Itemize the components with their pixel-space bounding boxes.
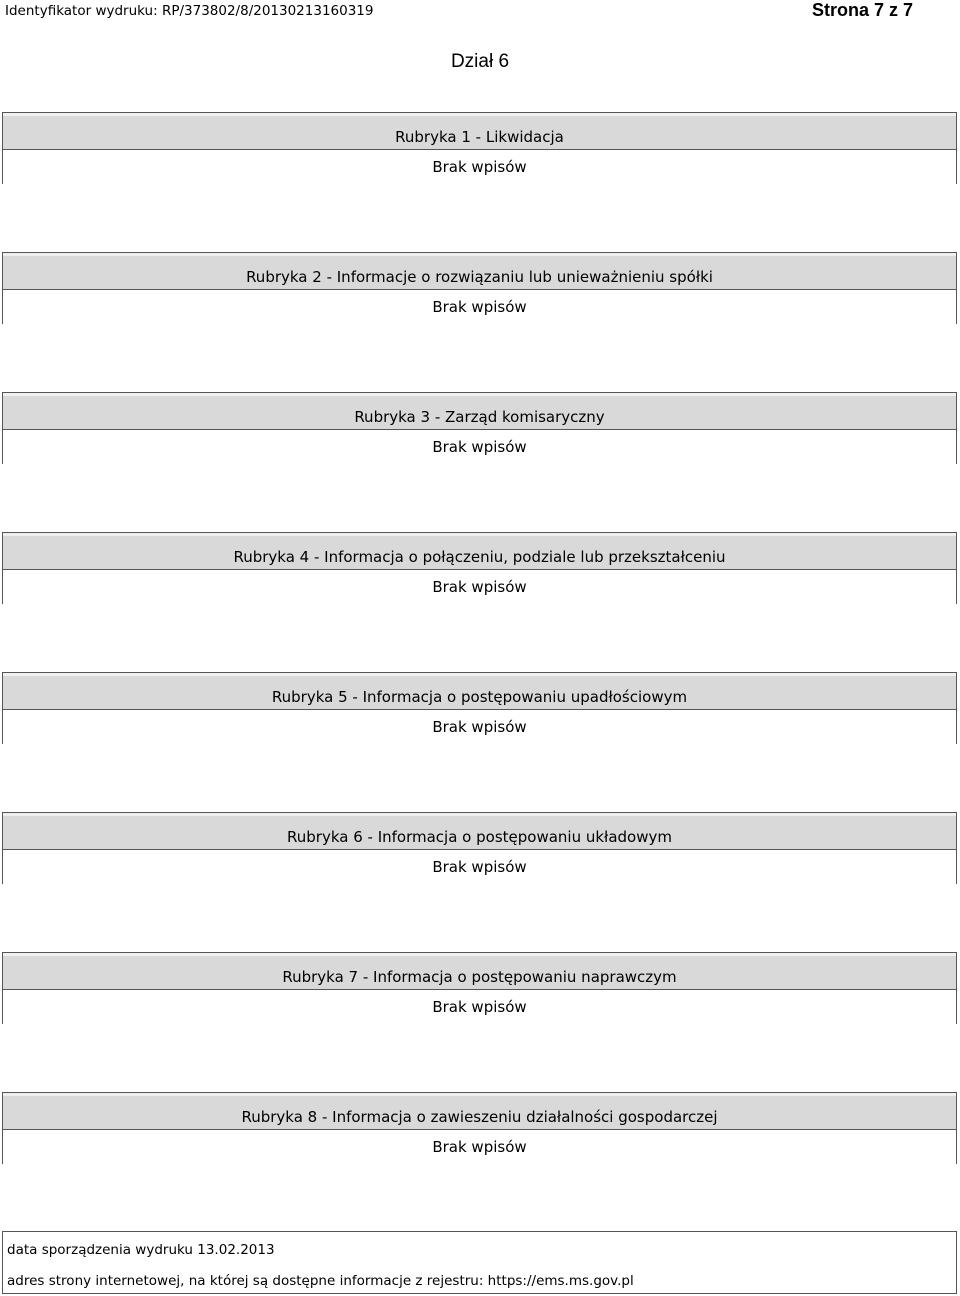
- rubric-6: [2, 812, 957, 884]
- section-title: Dział 6: [450, 51, 510, 72]
- rubric-7: [2, 952, 957, 1024]
- rubric-8: [2, 1092, 957, 1164]
- registry-address: adres strony internetowej, na której są dostępne informacje z rejestru: https://ems.ms.gov.pl: [7, 1273, 634, 1289]
- rubric-content: Brak wpisów: [3, 850, 956, 884]
- rubric-content: Brak wpisów: [3, 150, 956, 184]
- rubric-1: [2, 112, 957, 184]
- rubric-5: [2, 672, 957, 744]
- page-header: [0, 0, 960, 24]
- rubric-content: Brak wpisów: [3, 710, 956, 744]
- rubric-content: Brak wpisów: [3, 1130, 956, 1164]
- page-number: Strona 7 z 7: [811, 0, 913, 20]
- rubric-content: Brak wpisów: [3, 290, 956, 324]
- rubric-title: Rubryka 8 - Informacja o zawieszeniu działalności gospodarczej: [3, 1093, 956, 1130]
- rubric-title: Rubryka 3 - Zarząd komisaryczny: [3, 393, 956, 430]
- rubric-title: Rubryka 2 - Informacje o rozwiązaniu lub unieważnieniu spółki: [3, 253, 956, 290]
- rubric-title: Rubryka 7 - Informacja o postępowaniu naprawczym: [3, 953, 956, 990]
- rubric-title: Rubryka 6 - Informacja o postępowaniu układowym: [3, 813, 956, 850]
- rubric-3: [2, 392, 957, 464]
- print-date: data sporządzenia wydruku 13.02.2013: [7, 1242, 275, 1258]
- rubric-2: [2, 252, 957, 324]
- rubric-content: Brak wpisów: [3, 990, 956, 1024]
- rubric-content: Brak wpisów: [3, 570, 956, 604]
- rubric-title: Rubryka 5 - Informacja o postępowaniu upadłościowym: [3, 673, 956, 710]
- rubric-4: [2, 532, 957, 604]
- rubric-content: Brak wpisów: [3, 430, 956, 464]
- print-identifier: Identyfikator wydruku: RP/373802/8/20130213160319: [5, 3, 374, 19]
- rubric-title: Rubryka 1 - Likwidacja: [3, 113, 956, 150]
- rubric-title: Rubryka 4 - Informacja o połączeniu, podziale lub przekształceniu: [3, 533, 956, 570]
- print-footer: [2, 1231, 957, 1294]
